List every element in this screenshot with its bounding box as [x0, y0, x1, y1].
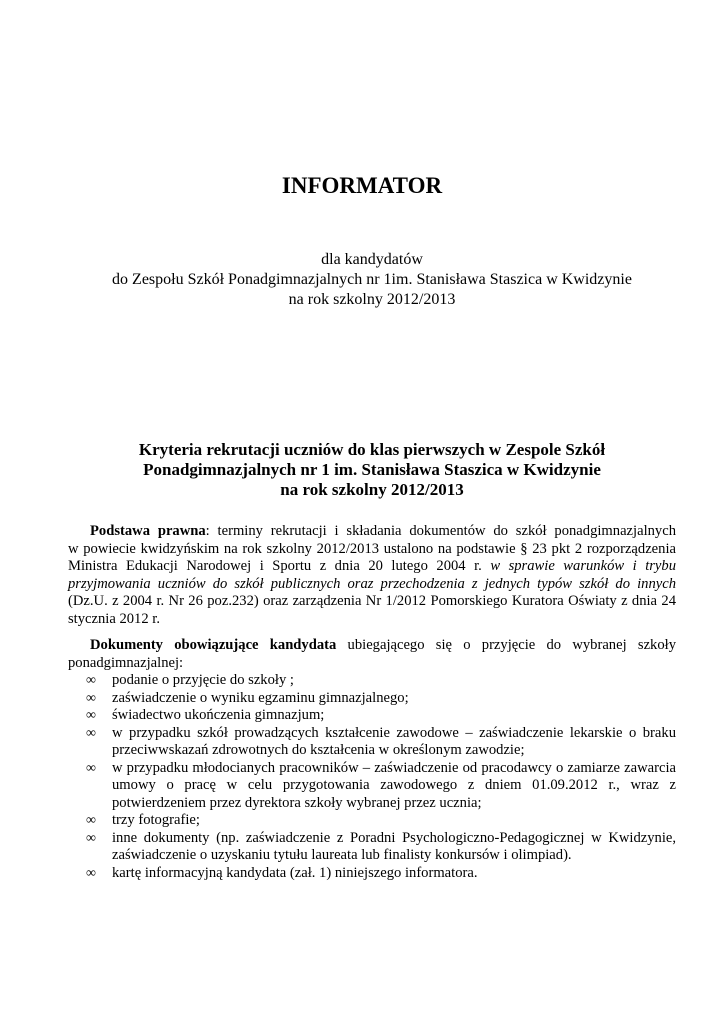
list-item-text: w przypadku szkół prowadzących kształcenie zawodowe – zaświadczenie lekarskie o braku [112, 724, 676, 741]
legal-text: Ministra Edukacji Narodowej i Sportu z dnia 20 lutego 2004 r. [68, 558, 482, 574]
list-item [68, 725, 676, 760]
list-item-text: potwierdzeniem przez dyrektora szkoły wybranej przez ucznia; [112, 794, 482, 811]
heading-line: Ponadgimnazjalnych nr 1 im. Stanisława Staszica w Kwidzynie [143, 460, 601, 479]
intro-line: dla kandydatów [321, 251, 423, 268]
heading-line: na rok szkolny 2012/2013 [280, 480, 464, 499]
required-documents-section [68, 637, 676, 882]
list-item-text: kartę informacyjną kandydata (zał. 1) niniejszego informatora. [112, 864, 478, 881]
documents-intro-line [68, 637, 676, 655]
infinity-bullet-icon: ∞ [86, 708, 96, 723]
infinity-bullet-icon: ∞ [86, 865, 96, 881]
document-title: INFORMATOR [281, 173, 443, 198]
intro-line: na rok szkolny 2012/2013 [288, 291, 456, 308]
list-item [68, 830, 676, 865]
criteria-heading [100, 440, 644, 500]
list-item [68, 865, 676, 883]
list-item-text: trzy fotografie; [112, 812, 200, 828]
list-item-text: umowy o pracę w celu przygotowania zawodowego z dniem 01.09.2012 r., wraz z [112, 777, 676, 793]
legal-basis-label: Podstawa prawna [90, 523, 206, 539]
infinity-bullet-icon: ∞ [86, 673, 96, 688]
infinity-bullet-icon: ∞ [86, 760, 96, 776]
legal-text-italic: w sprawie warunków i trybu [490, 558, 676, 574]
legal-line: (Dz.U. z 2004 r. Nr 26 poz.232) oraz zarządzenia Nr 1/2012 Pomorskiego Kuratora Oświaty z dnia 24 [68, 593, 676, 609]
legal-line: w powiecie kwidzyńskim na rok szkolny 2012/2013 ustalono na podstawie § 23 pkt 2 rozporządzenia [68, 540, 676, 557]
infinity-bullet-icon: ∞ [86, 830, 96, 846]
legal-text: : terminy rekrutacji i składania dokumentów do szkół ponadgimnazjalnych [205, 523, 676, 539]
list-item [68, 760, 676, 813]
list-item [68, 672, 676, 690]
documents-list [68, 672, 676, 882]
infinity-bullet-icon: ∞ [86, 690, 96, 706]
legal-line: stycznia 2012 r. [68, 610, 161, 627]
intro-block [60, 250, 684, 310]
documents-intro-text: ubiegającego się o przyjęcie do wybranej szkoły [347, 637, 676, 653]
documents-intro-line: ponadgimnazjalnej: [68, 654, 184, 671]
list-item-text: podanie o przyjęcie do szkoły ; [112, 672, 294, 688]
infinity-bullet-icon: ∞ [86, 725, 96, 741]
list-item-text: zaświadczenie o uzyskaniu tytułu laureata lub finalisty konkursów i olimpiad). [112, 847, 572, 863]
list-item-text: inne dokumenty (np. zaświadczenie z Poradni Psychologiczno-Pedagogicznej w Kwidzynie, [112, 829, 676, 846]
legal-text-italic: przyjmowania uczniów do szkół publicznych oraz przechodzenia z jednych typów szkół do innych [68, 575, 676, 592]
legal-basis-paragraph [68, 523, 676, 628]
list-item [68, 690, 676, 708]
legal-line [68, 523, 676, 541]
list-item [68, 812, 676, 830]
documents-label: Dokumenty obowiązujące kandydata [90, 637, 337, 653]
list-item-text: świadectwo ukończenia gimnazjum; [112, 707, 325, 723]
list-item-text: zaświadczenie o wyniku egzaminu gimnazjalnego; [112, 689, 409, 706]
legal-line [68, 576, 676, 594]
list-item-text: przeciwwskazań zdrowotnych do kształcenia w określonym zawodzie; [112, 742, 525, 758]
list-item [68, 707, 676, 725]
legal-line [68, 558, 676, 576]
infinity-bullet-icon: ∞ [86, 813, 96, 828]
intro-line: do Zespołu Szkół Ponadgimnazjalnych nr 1im. Stanisława Staszica w Kwidzynie [112, 271, 632, 288]
list-item-text: w przypadku młodocianych pracowników – zaświadczenie od pracodawcy o zamiarze zawarcia [112, 759, 676, 776]
heading-line: Kryteria rekrutacji uczniów do klas pierwszych w Zespole Szkół [138, 440, 606, 459]
